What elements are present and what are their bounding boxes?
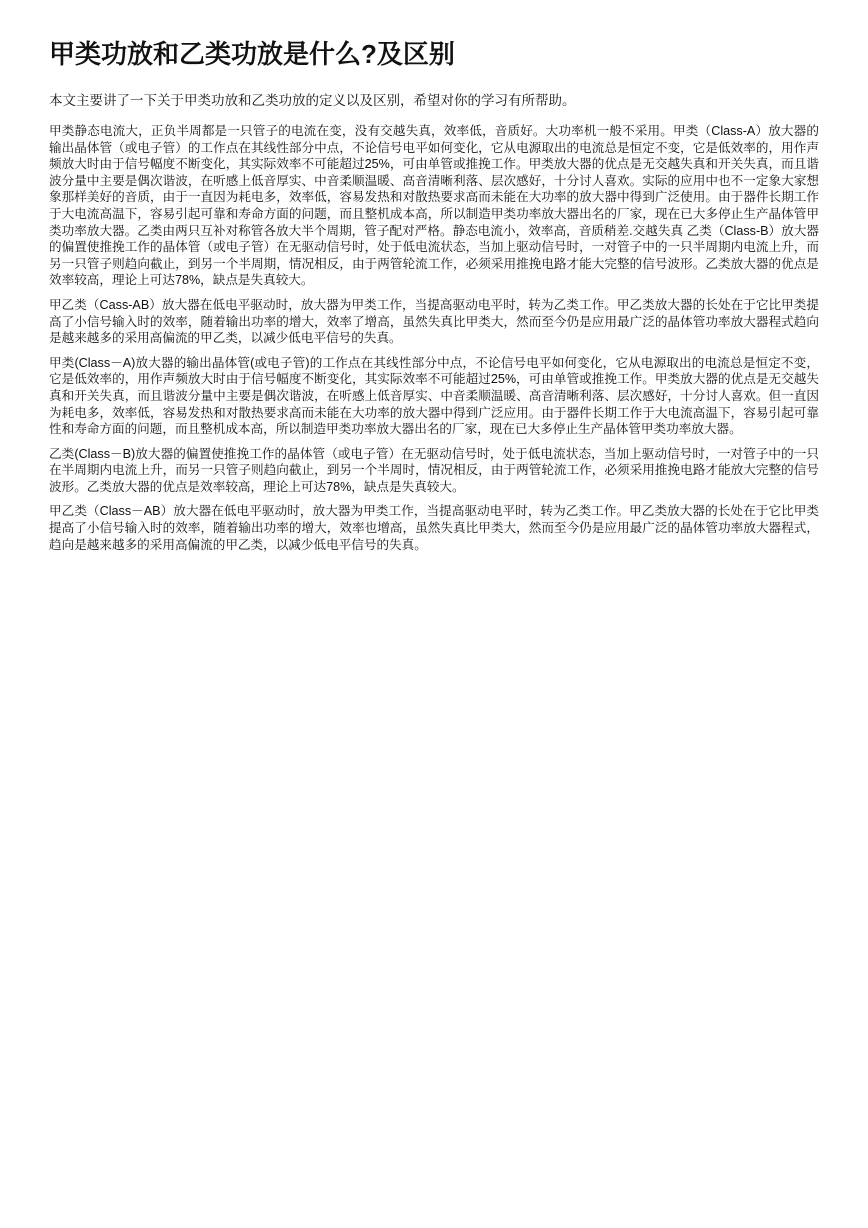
body-paragraph-class-a: 甲类(Class－A)放大器的输出晶体管(或电子管)的工作点在其线性部分中点，不论信号电平如何变化，它从电源取出的电流总是恒定不变，它是低效率的，用作声频放大时由于信号幅度不断变化，其实际效率不可能超过25%，可由单管或推挽工作。甲类放大器的优点是无交越失真和开关失真，而且谐波分量中主要是偶次谐波，在听感上低音厚实、中音柔顺温暖、高音清晰利落、层次感好，十分讨人喜欢。但一直因为耗电多，效率低，容易发热和对散热要求高而未能在大功率的放大器中得到广泛应用。由于器件长期工作于大电流高温下，容易引起可靠性和寿命方面的问题，而且整机成本高，所以制造甲类功率放大器出名的厂家，现在已大多停止生产晶体管甲类功率放大器。	[49, 355, 819, 437]
intro-paragraph: 本文主要讲了一下关于甲类功放和乙类功放的定义以及区别，希望对你的学习有所帮助。	[49, 93, 576, 108]
body-paragraph-class-ab: 甲乙类（Class－AB）放大器在低电平驱动时，放大器为甲类工作，当提高驱动电平时，转为乙类工作。甲乙类放大器的长处在于它比甲类提高了小信号输入时的效率，随着输出功率的增大，效率也增高，虽然失真比甲类大，然而至今仍是应用最广泛的晶体管功率放大器程式，趋向是越来越多的采用高偏流的甲乙类，以减少低电平信号的失真。	[49, 504, 819, 552]
page-title: 甲类功放和乙类功放是什么?及区别	[49, 39, 455, 69]
body-paragraph-class-a-b-overview: 甲类静态电流大，正负半周都是一只管子的电流在变，没有交越失真，效率低，音质好。大功率机一般不采用。甲类（Class-A）放大器的输出晶体管（或电子管）的工作点在其线性部分中点，不论信号电平如何变化，它从电源取出的电流总是恒定不变，它是低效率的，用作声频放大时由于信号幅度不断变化，其实际效率不可能超过25%，可由单管或推挽工作。甲类放大器的优点是无交越失真和开关失真，而且谐波分量中主要是偶次谐波，在听感上低音厚实、中音柔顺温暖、高音清晰利落、层次感好，十分讨人喜欢。实际的应用中也不一定象大家想象那样美好的音质，由于一直因为耗电多，效率低，容易发热和对散热要求高而未能在大功率的放大器中得到广泛使用。由于器件长期工作于大电流高温下，容易引起可靠和寿命方面的问题，而且整机成本高，所以制造甲类功率放大器出名的厂家，现在已大多停止生产晶体管甲类功率放大器。乙类由两只互补对称管各放大半个周期，管子配对严格。静态电流小，效率高，音质稍差.交越失真 乙类（Class-B）放大器的偏置使推挽工作的晶体管（或电子管）在无驱动信号时，处于低电流状态，当加上驱动信号时，一对管子中的一只半周期内电流上升，而另一只管子则趋向截止，到另一个半周期，情况相反，由于两管轮流工作，必须采用推挽电路才能大完整的信号波形。乙类放大器的优点是效率较高，理论上可达78%，缺点是失真较大。	[49, 124, 819, 288]
document-page	[49, 36, 819, 553]
body-paragraph-class-ab-summary: 甲乙类（Cass-AB）放大器在低电平驱动时，放大器为甲类工作，当提高驱动电平时，转为乙类工作。甲乙类放大器的长处在于它比甲类提高了小信号输入时的效率，随着输出功率的增大，效率了增高，虽然失真比甲类大，然而至今仍是应用最广泛的晶体管功率放大器程式趋向是越来越多的采用高偏流的甲乙类，以减少低电平信号的失真。	[49, 297, 819, 346]
body-paragraph-class-b: 乙类(Class－B)放大器的偏置使推挽工作的晶体管（或电子管）在无驱动信号时，处于低电流状态，当加上驱动信号时，一对管子中的一只在半周期内电流上升，而另一只管子则趋向截止，到另一个半周时，情况相反，由于两管轮流工作，必须采用推挽电路才能放大完整的信号波形。乙类放大器的优点是效率较高，理论上可达78%，缺点是失真较大。	[49, 446, 819, 494]
